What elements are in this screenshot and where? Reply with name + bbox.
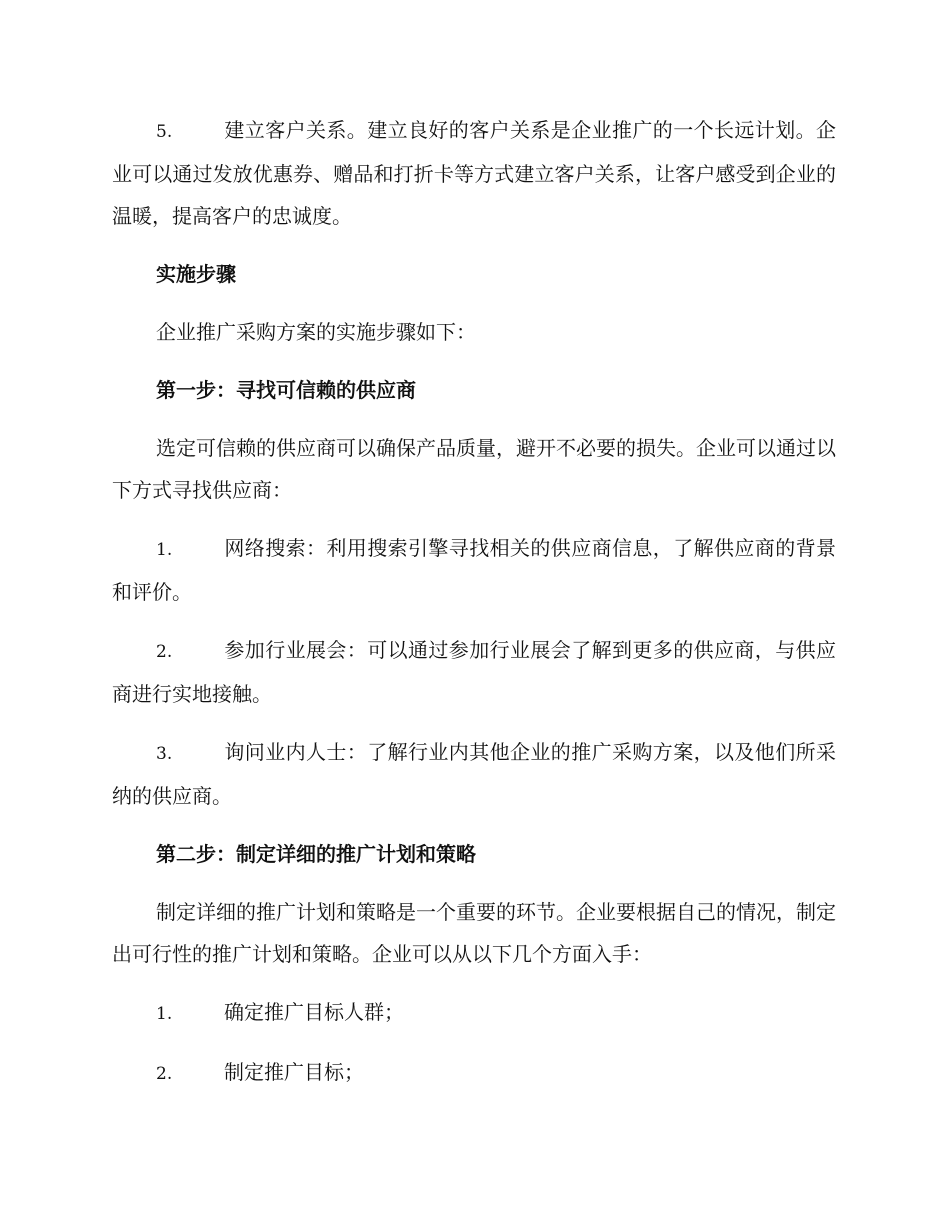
list-item-trade-show: [112, 629, 836, 715]
document-body: [112, 109, 836, 1111]
list-item-web-search: [112, 527, 836, 613]
step-heading-2: 第二步：制定详细的推广计划和策略: [156, 842, 476, 866]
list-item-promotion-goals: [112, 1051, 836, 1095]
list-number: 1.: [156, 1004, 173, 1024]
list-number: 1.: [156, 540, 173, 560]
step-heading-1: 第一步：寻找可信赖的供应商: [156, 378, 416, 402]
paragraph-supplier-intro: 选定可信赖的供应商可以确保产品质量，避开不必要的损失。企业可以通过以下方式寻找供应商：: [112, 436, 836, 502]
list-number: 2.: [156, 1064, 173, 1084]
list-item-target-audience: [112, 991, 836, 1035]
list-item-ask-insiders: [112, 731, 836, 817]
section-heading-implementation-steps: 实施步骤: [156, 262, 236, 286]
paragraph-steps-intro: 企业推广采购方案的实施步骤如下：: [156, 320, 476, 344]
list-number: 5.: [156, 122, 173, 142]
list-item-text: 制定推广目标；: [224, 1060, 364, 1084]
list-item-customer-relations: [112, 109, 836, 237]
list-item-text: 网络搜索：利用搜索引擎寻找相关的供应商信息，了解供应商的背景和评价。: [112, 536, 836, 604]
list-item-text: 建立客户关系。建立良好的客户关系是企业推广的一个长远计划。企业可以通过发放优惠券、赠品和打折卡等方式建立客户关系，让客户感受到企业的温暖，提高客户的忠诚度。: [112, 118, 836, 228]
list-item-text: 询问业内人士：了解行业内其他企业的推广采购方案，以及他们所采纳的供应商。: [112, 740, 836, 808]
list-number: 3.: [156, 744, 173, 764]
list-item-text: 确定推广目标人群；: [224, 1000, 404, 1024]
list-item-text: 参加行业展会：可以通过参加行业展会了解到更多的供应商，与供应商进行实地接触。: [112, 638, 836, 706]
paragraph-plan-intro: 制定详细的推广计划和策略是一个重要的环节。企业要根据自己的情况，制定出可行性的推广计划和策略。企业可以从以下几个方面入手：: [112, 900, 836, 966]
list-number: 2.: [156, 642, 173, 662]
